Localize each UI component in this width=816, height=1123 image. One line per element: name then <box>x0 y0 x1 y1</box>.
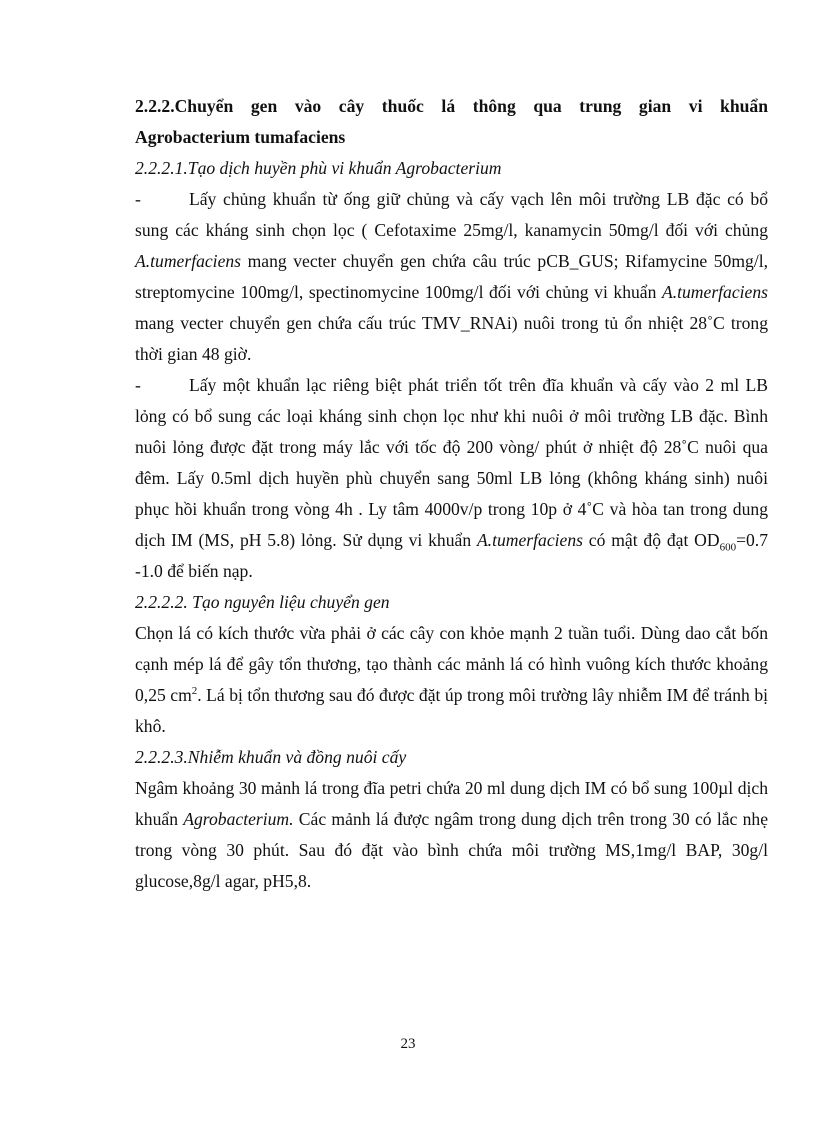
species-name: A.tumerfaciens <box>135 251 242 271</box>
species-name: Agrobacterium. <box>183 809 294 829</box>
text-run: Lấy chủng khuẩn từ ống giữ chủng và cấy vạch lên môi trường LB đặc có bổ sung các kháng sinh chọn lọc ( Cefotaxime 25mg/l, kanamycin 50mg/l đối với chủng <box>135 189 768 240</box>
text-run: =0.7 -1.0 để biến nạp. <box>135 530 768 581</box>
text-run: Chọn lá có kích thước vừa phải ở các cây con khỏe mạnh 2 tuần tuổi. Dùng dao cắt bốn cạnh mép lá để gây tổn thương, tạo thành các mảnh lá có hình vuông kích thước khoảng 0,25 cm <box>135 623 768 705</box>
subsection-title-1-text: 2.2.2.1.Tạo dịch huyền phù vi khuẩn <box>135 158 396 178</box>
text-run: Các mảnh lá được ngâm trong dung dịch trên trong 30 có lắc nhẹ trong vòng 30 phút. Sau đó đặt vào bình chứa môi trường MS,1mg/l BAP, 30g/l glucose,8g/l agar, pH5,8. <box>135 809 768 891</box>
text-run: . Lá bị tổn thương sau đó được đặt úp trong môi trường lây nhiễm IM để tránh bị khô. <box>135 685 769 736</box>
species-name: A.tumerfaciens <box>476 530 583 550</box>
section-heading-line2: Agrobacterium tumafaciens <box>135 127 346 147</box>
page-number: 23 <box>400 1036 416 1052</box>
subsection-title-2: 2.2.2.2. Tạo nguyên liệu chuyển gen <box>135 592 390 612</box>
text-run: mang vecter chuyển gen chứa cấu trúc TMV_RNAi) nuôi trong tủ ổn nhiệt 28˚C trong thời gian 48 giờ. <box>135 313 768 364</box>
bullet-dash: - <box>135 375 141 395</box>
subsection-title-3: 2.2.2.3.Nhiễm khuẩn và đồng nuôi cấy <box>135 747 407 767</box>
species-name: A.tumerfaciens <box>661 282 768 302</box>
paragraph-bullet-2 <box>135 370 768 587</box>
text-run: Ngâm khoảng 30 mảnh lá trong đĩa petri chứa 20 ml dung dịch IM có bổ sung 100µl dịch khuẩn <box>135 778 768 829</box>
od-subscript: 600 <box>719 541 737 554</box>
paragraph-infection <box>135 773 768 897</box>
paragraph-material <box>135 618 768 742</box>
section-heading <box>135 91 768 153</box>
page-content <box>135 91 768 897</box>
section-heading-line1: 2.2.2.Chuyển gen vào cây thuốc lá thông qua trung gian vi khuẩn <box>135 96 768 116</box>
subsection-title-1 <box>135 153 768 184</box>
text-run: có mật độ đạt OD <box>582 530 720 550</box>
text-run: mang vecter chuyển gen chứa câu trúc pCB_GUS; Rifamycine 50mg/l, streptomycine 100mg/l, spectinomycine 100mg/l đối với chủng vi khuẩn <box>135 251 768 302</box>
subsection-title-1-organism: Agrobacterium <box>395 158 502 178</box>
paragraph-bullet-1 <box>135 184 768 370</box>
unit-superscript: 2 <box>191 685 198 698</box>
text-run: Lấy một khuẩn lạc riêng biệt phát triển tốt trên đĩa khuẩn và cấy vào 2 ml LB lỏng có bổ sung các loại kháng sinh chọn lọc như khi nuôi ở môi trường LB đặc. Bình nuôi lỏng được đặt trong máy lắc với tốc độ 200 vòng/ phút ở nhiệt độ 28˚C nuôi qua đêm. Lấy 0.5ml dịch huyền phù chuyển sang 50ml LB lỏng (không kháng sinh) nuôi phục hồi khuẩn trong vòng 4h . Ly tâm 4000v/p trong 10p ở 4˚C và hòa tan trong dung dịch IM (MS, pH 5.8) lỏng. Sử dụng vi khuẩn <box>135 375 768 550</box>
bullet-dash: - <box>135 189 141 209</box>
